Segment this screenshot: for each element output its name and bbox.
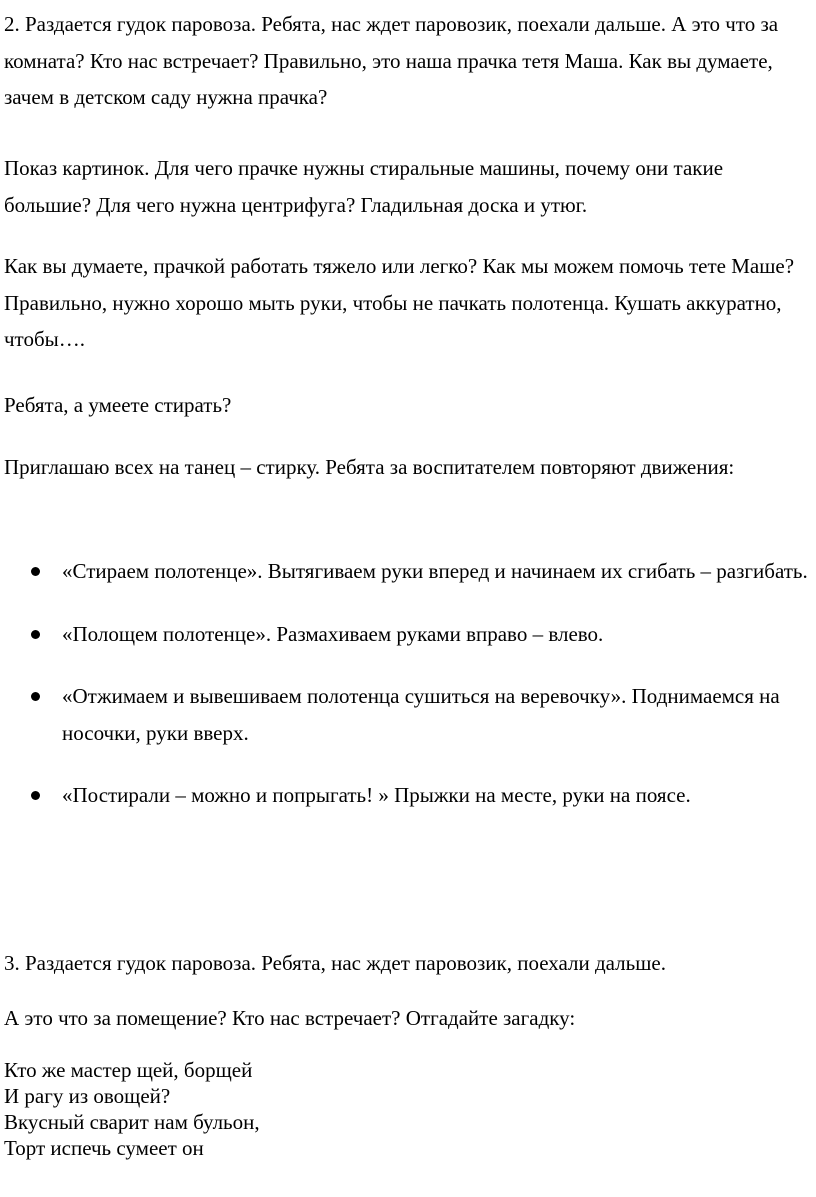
list-item-text: «Постирали – можно и попрыгать! » Прыжки на месте, руки на поясе.: [62, 783, 691, 807]
bullet-dot-icon: [31, 567, 40, 576]
list-item: [4, 616, 812, 653]
list-item-text: «Отжимаем и вывешиваем полотенца сушиться на веревочку». Поднимаемся на носочки, руки вверх.: [62, 684, 780, 745]
paragraph-show-pictures: Показ картинок. Для чего прачке нужны стиральные машины, почему они такие большие? Для чего нужна центрифуга? Гладильная доска и утюг.: [4, 156, 724, 217]
poem-line: И рагу из овощей?: [4, 1084, 171, 1108]
paragraph-help-question: Как вы думаете, прачкой работать тяжело или легко? Как мы можем помочь тете Маше? Правильно, нужно хорошо мыть руки, чтобы не пачкать полотенца. Кушать аккуратно, чтобы….: [4, 254, 795, 351]
list-item-text: «Стираем полотенце». Вытягиваем руки вперед и начинаем их сгибать – разгибать.: [62, 559, 808, 583]
bullet-dot-icon: [31, 630, 40, 639]
paragraph-train-scene-3: 3. Раздается гудок паровоза. Ребята, нас ждет паровозик, поехали дальше.: [4, 951, 666, 975]
bullet-dot-icon: [31, 791, 40, 800]
bullet-dot-icon: [31, 692, 40, 701]
paragraph-can-you-wash: Ребята, а умеете стирать?: [4, 393, 232, 417]
poem-line: Кто же мастер щей, борщей: [4, 1058, 253, 1082]
poem-line: Торт испечь сумеет он: [4, 1136, 204, 1160]
list-item: [4, 777, 812, 814]
poem-line: Вкусный сварит нам бульон,: [4, 1110, 260, 1134]
list-item-text: «Полощем полотенце». Размахиваем руками вправо – влево.: [62, 621, 604, 646]
paragraph-riddle-intro: А это что за помещение? Кто нас встречает? Отгадайте загадку:: [4, 1006, 576, 1030]
list-item: [4, 553, 812, 590]
paragraph-train-scene-2: 2. Раздается гудок паровоза. Ребята, нас ждет паровозик, поехали дальше. А это что за комната? Кто нас встречает? Правильно, это наша прачка тетя Маша. Как вы думаете, зачем в детском саду нужна прачка?: [4, 12, 779, 109]
paragraph-dance-invite: Приглашаю всех на танец – стирку. Ребята за воспитателем повторяют движения:: [4, 455, 735, 479]
list-item: [4, 678, 812, 751]
movement-list: [4, 553, 812, 814]
riddle-poem: [4, 1057, 260, 1161]
